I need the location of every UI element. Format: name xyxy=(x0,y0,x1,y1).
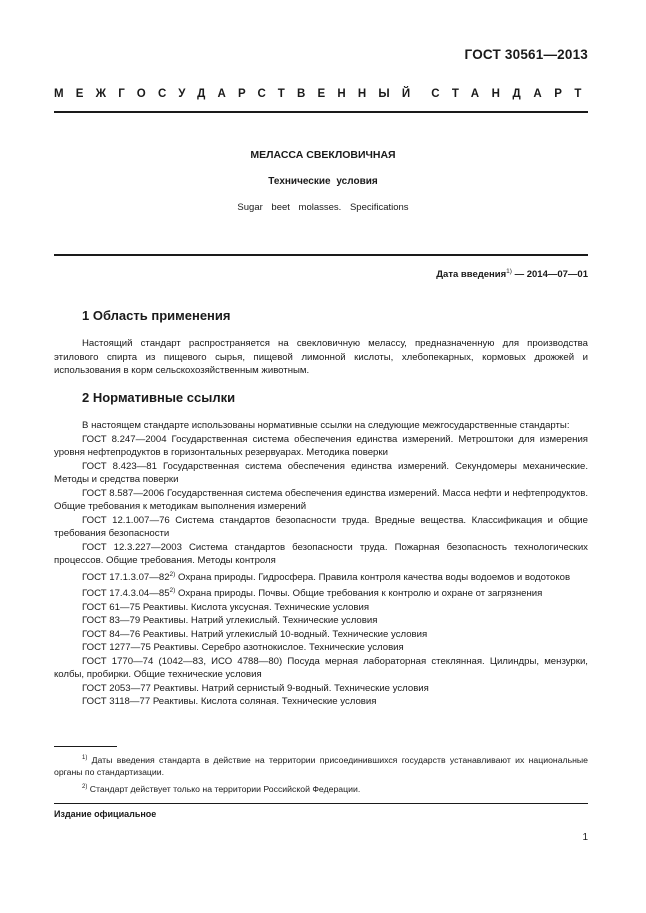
reference-item xyxy=(54,682,588,696)
footnote-mark: 1) xyxy=(506,268,512,275)
reference-title: Система стандартов безопасности труда. Пожарная безопасность технологических процессов. Общие требования. Методы контроля xyxy=(54,541,588,566)
reference-title: Реактивы. Натрий сернистый 9-водный. Технические условия xyxy=(150,682,429,694)
reference-code: ГОСТ 2053—77 xyxy=(82,682,151,694)
reference-item xyxy=(54,614,588,628)
standard-type-banner-right: СТАНДАРТ xyxy=(431,88,594,100)
document-number: ГОСТ 30561—2013 xyxy=(464,47,588,62)
reference-code: ГОСТ 61—75 xyxy=(82,601,141,613)
reference-title: Реактивы. Кислота соляная. Технические условия xyxy=(150,696,377,708)
reference-item xyxy=(54,460,588,487)
footnote-mark: 1) xyxy=(82,755,88,761)
reference-code: ГОСТ 1277—75 xyxy=(82,642,151,654)
document-subtitle: Технические условия xyxy=(268,176,378,187)
reference-code: ГОСТ 83—79 xyxy=(82,615,141,627)
reference-title: Охрана природы. Почвы. Общие требования к контролю и охране от загрязнения xyxy=(175,588,543,600)
effective-date-value: — 2014—07—01 xyxy=(511,269,588,281)
footnote-text: Стандарт действует только на территории Российской Федерации. xyxy=(87,783,361,794)
footnote-mark: 2) xyxy=(169,570,176,578)
reference-item xyxy=(54,568,588,585)
reference-title: Реактивы. Серебро азотнокислое. Технические условия xyxy=(150,642,404,654)
reference-code: ГОСТ 1770—74 xyxy=(82,655,154,667)
reference-code: ГОСТ 8.587—2006 xyxy=(82,487,165,499)
footnote-text: Даты введения стандарта в действие на территории присоединившихся государств устанавливают их национальные органы по стандартизации. xyxy=(54,754,588,778)
standard-type-banner-left: МЕЖГОСУДАРСТВЕННЫЙ xyxy=(54,88,423,100)
footnote-divider xyxy=(54,746,117,747)
reference-code: ГОСТ 3118—77 xyxy=(82,696,151,708)
footnote-mark: 2) xyxy=(82,783,88,790)
footnotes xyxy=(54,752,588,797)
reference-title: Охрана природы. Гидросфера. Правила контроля качества воды водоемов и водотоков xyxy=(175,571,571,583)
reference-code: ГОСТ 84—76 xyxy=(82,628,141,640)
reference-code: ГОСТ 8.423—81 xyxy=(82,460,157,472)
reference-title: Реактивы. Натрий углекислый 10-водный. Технические условия xyxy=(140,628,428,640)
effective-date xyxy=(436,268,588,280)
footnote-mark: 2) xyxy=(169,587,176,595)
section-heading-scope: 1 Область применения xyxy=(82,308,231,323)
page-number: 1 xyxy=(582,832,588,843)
reference-title: Реактивы. Натрий углекислый. Технические условия xyxy=(140,615,378,627)
reference-code: ГОСТ 17.4.3.04—85 xyxy=(82,588,170,600)
footnote-item xyxy=(54,781,588,795)
reference-item xyxy=(54,695,588,709)
section-heading-references: 2 Нормативные ссылки xyxy=(82,390,236,405)
reference-title: Государственная система обеспечения единства измерений. Масса нефти и нефтепродуктов. Общие требования к методикам выполнения измерений xyxy=(54,487,589,512)
reference-item xyxy=(54,541,588,568)
reference-code: ГОСТ 8.247—2004 xyxy=(82,433,167,445)
reference-code: ГОСТ 12.1.007—76 xyxy=(82,514,170,526)
reference-title: Система стандартов безопасности труда. Вредные вещества. Классификация и общие требования безопасности xyxy=(54,514,588,539)
reference-title: Реактивы. Кислота уксусная. Технические условия xyxy=(140,601,370,613)
reference-item xyxy=(54,655,588,682)
reference-item xyxy=(54,514,588,541)
document-title: МЕЛАССА СВЕКЛОВИЧНАЯ xyxy=(250,149,396,161)
reference-item xyxy=(54,628,588,642)
references-intro: В настоящем стандарте использованы нормативные ссылки на следующие межгосударственные стандарты: xyxy=(82,420,570,431)
reference-title: Государственная система обеспечения единства измерений. Секундомеры механические. Методы и средства поверки xyxy=(54,460,589,485)
reference-title: Государственная система обеспечения единства измерений. Метроштоки для измерения уровня нефтепродуктов в горизонтальных резервуарах. Методика поверки xyxy=(54,433,588,458)
header-divider xyxy=(54,111,588,113)
effective-date-label: Дата введения xyxy=(436,269,507,281)
reference-code: ГОСТ 12.3.227—2003 xyxy=(82,541,182,553)
footnote-item xyxy=(54,752,588,779)
document-title-english: Sugar beet molasses. Specifications xyxy=(237,202,409,213)
reference-title: (1042—83, ИСО 4788—80) Посуда мерная лабораторная стеклянная. Цилиндры, мензурки, колбы, пробирки. Общие технические условия xyxy=(54,655,588,681)
reference-code: ГОСТ 17.1.3.07—82 xyxy=(82,571,170,583)
reference-item xyxy=(54,601,588,615)
title-divider xyxy=(54,254,588,256)
edition-note: Издание официальное xyxy=(54,809,157,819)
references-list xyxy=(54,419,588,709)
reference-item xyxy=(54,641,588,655)
reference-item xyxy=(54,433,588,460)
reference-item xyxy=(54,584,588,601)
section-scope-body xyxy=(54,337,588,378)
footer-divider xyxy=(54,803,588,804)
paragraph: Настоящий стандарт распространяется на свекловичную мелассу, предназначенную для производства этилового спирта из пищевого сырья, пищевой лимонной кислоты, хлебопекарных, кормовых дрожжей и использования в корм сельскохозяйственным животным. xyxy=(54,338,588,376)
reference-item xyxy=(54,487,588,514)
